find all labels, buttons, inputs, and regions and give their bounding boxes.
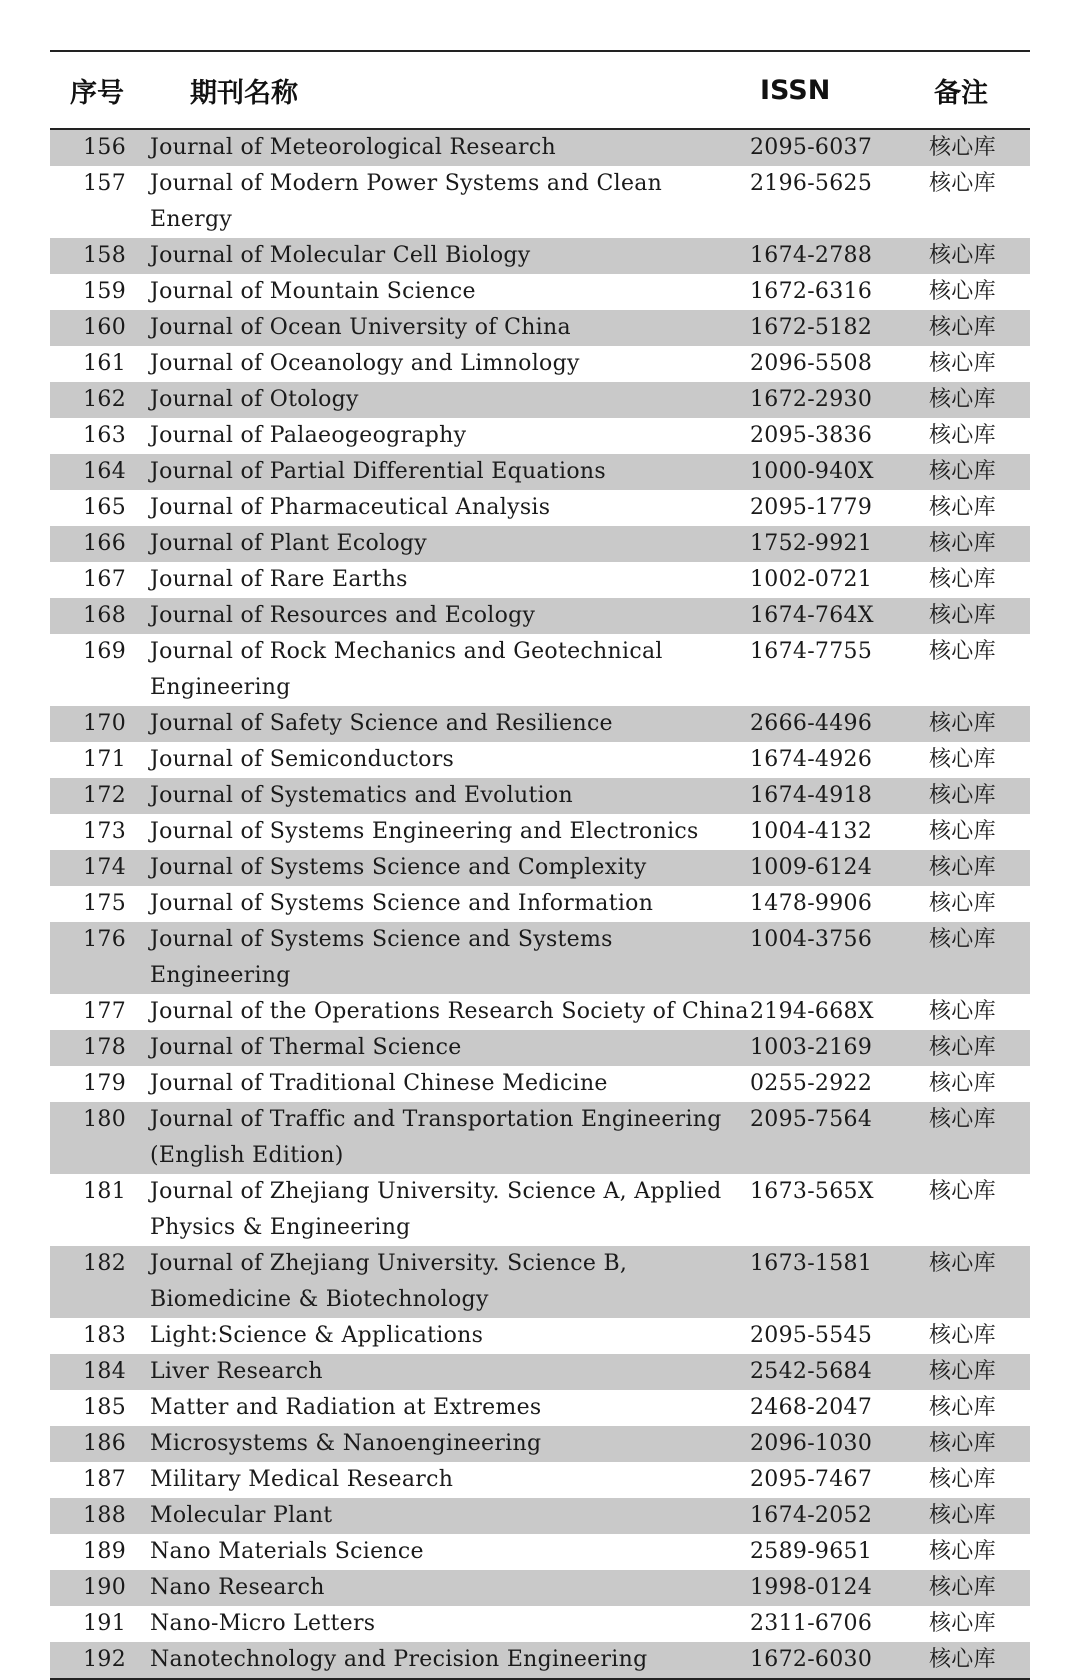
row-note: 核心库 xyxy=(929,927,996,952)
row-no: 190 xyxy=(83,1575,126,1600)
table-row xyxy=(50,274,1030,310)
table-row xyxy=(50,634,1030,706)
row-name: Liver Research xyxy=(150,1359,323,1384)
table-row xyxy=(50,742,1030,778)
table-row xyxy=(50,1318,1030,1354)
row-no: 168 xyxy=(83,603,126,628)
row-note: 核心库 xyxy=(929,531,996,556)
row-no: 177 xyxy=(83,999,126,1024)
row-note: 核心库 xyxy=(929,1611,996,1636)
row-note: 核心库 xyxy=(929,711,996,736)
row-note: 核心库 xyxy=(929,1575,996,1600)
row-name: Journal of Zhejiang University. Science B, Biomedicine & Biotechnology xyxy=(150,1251,628,1312)
row-no: 178 xyxy=(83,1035,126,1060)
row-name: Journal of Plant Ecology xyxy=(150,531,428,556)
table-row xyxy=(50,994,1030,1030)
row-issn: 2096-5508 xyxy=(750,351,873,376)
table-row xyxy=(50,382,1030,418)
table-row xyxy=(50,1102,1030,1174)
row-name: Journal of Molecular Cell Biology xyxy=(150,243,531,268)
table-body xyxy=(50,130,1030,1680)
row-issn: 1009-6124 xyxy=(750,855,873,880)
row-name: Journal of Meteorological Research xyxy=(150,135,556,160)
row-note: 核心库 xyxy=(929,1359,996,1384)
table-row xyxy=(50,562,1030,598)
row-no: 189 xyxy=(83,1539,126,1564)
table-row xyxy=(50,454,1030,490)
row-no: 170 xyxy=(83,711,126,736)
table-row xyxy=(50,1246,1030,1318)
row-name: Journal of Thermal Science xyxy=(150,1035,462,1060)
row-issn: 2096-1030 xyxy=(750,1431,873,1456)
row-issn: 2311-6706 xyxy=(750,1611,873,1636)
row-name: Journal of Systematics and Evolution xyxy=(150,783,573,808)
table-row xyxy=(50,814,1030,850)
row-name: Journal of Systems Science and Systems Engineering xyxy=(150,927,613,988)
row-note: 核心库 xyxy=(929,495,996,520)
row-note: 核心库 xyxy=(929,459,996,484)
table-header xyxy=(50,52,1030,130)
row-issn: 1674-4918 xyxy=(750,783,873,808)
row-issn: 1004-4132 xyxy=(750,819,873,844)
row-issn: 2095-7564 xyxy=(750,1107,873,1132)
row-note: 核心库 xyxy=(929,999,996,1024)
row-issn: 1672-5182 xyxy=(750,315,873,340)
row-name: Journal of Mountain Science xyxy=(150,279,476,304)
row-no: 167 xyxy=(83,567,126,592)
row-no: 169 xyxy=(83,639,126,664)
row-issn: 1673-1581 xyxy=(750,1251,873,1276)
row-name: Journal of Rock Mechanics and Geotechnical Engineering xyxy=(150,639,663,700)
row-name: Journal of Traditional Chinese Medicine xyxy=(150,1071,608,1096)
row-no: 171 xyxy=(83,747,126,772)
row-no: 184 xyxy=(83,1359,126,1384)
row-name: Journal of Oceanology and Limnology xyxy=(150,351,580,376)
table-row xyxy=(50,1174,1030,1246)
row-name: Journal of Zhejiang University. Science A, Applied Physics & Engineering xyxy=(150,1179,722,1240)
row-note: 核心库 xyxy=(929,279,996,304)
row-note: 核心库 xyxy=(929,1107,996,1132)
row-name: Journal of Resources and Ecology xyxy=(150,603,536,628)
row-issn: 1672-6316 xyxy=(750,279,873,304)
table-row xyxy=(50,1354,1030,1390)
journal-table xyxy=(50,50,1030,1680)
row-issn: 1000-940X xyxy=(750,459,874,484)
row-no: 187 xyxy=(83,1467,126,1492)
row-issn: 2542-5684 xyxy=(750,1359,873,1384)
row-note: 核心库 xyxy=(929,783,996,808)
row-name: Microsystems & Nanoengineering xyxy=(150,1431,542,1456)
row-note: 核心库 xyxy=(929,1071,996,1096)
row-issn: 0255-2922 xyxy=(750,1071,873,1096)
row-name: Nano-Micro Letters xyxy=(150,1611,376,1636)
row-no: 179 xyxy=(83,1071,126,1096)
row-no: 166 xyxy=(83,531,126,556)
table-row xyxy=(50,310,1030,346)
table-row xyxy=(50,1066,1030,1102)
row-note: 核心库 xyxy=(929,1035,996,1060)
table-row xyxy=(50,1462,1030,1498)
row-note: 核心库 xyxy=(929,855,996,880)
row-no: 188 xyxy=(83,1503,126,1528)
row-no: 172 xyxy=(83,783,126,808)
row-name: Nano Materials Science xyxy=(150,1539,424,1564)
row-note: 核心库 xyxy=(929,171,996,196)
row-issn: 1478-9906 xyxy=(750,891,873,916)
row-name: Journal of Systems Science and Information xyxy=(150,891,654,916)
row-note: 核心库 xyxy=(929,1647,996,1672)
row-no: 158 xyxy=(83,243,126,268)
table-row xyxy=(50,238,1030,274)
row-issn: 1998-0124 xyxy=(750,1575,873,1600)
row-note: 核心库 xyxy=(929,1503,996,1528)
table-row xyxy=(50,346,1030,382)
header-issn: ISSN xyxy=(760,74,831,106)
table-row xyxy=(50,598,1030,634)
row-issn: 2196-5625 xyxy=(750,171,873,196)
header-no: 序号 xyxy=(70,77,124,109)
row-issn: 2095-6037 xyxy=(750,135,873,160)
row-no: 162 xyxy=(83,387,126,412)
row-no: 186 xyxy=(83,1431,126,1456)
row-issn: 1673-565X xyxy=(750,1179,874,1204)
row-name: Journal of Pharmaceutical Analysis xyxy=(150,495,551,520)
row-name: Journal of Partial Differential Equations xyxy=(150,459,606,484)
row-no: 176 xyxy=(83,927,126,952)
row-issn: 1003-2169 xyxy=(750,1035,873,1060)
row-no: 183 xyxy=(83,1323,126,1348)
row-note: 核心库 xyxy=(929,1467,996,1492)
header-name: 期刊名称 xyxy=(190,77,298,109)
table-row xyxy=(50,922,1030,994)
table-row xyxy=(50,1498,1030,1534)
row-issn: 1674-764X xyxy=(750,603,874,628)
row-name: Journal of Systems Science and Complexity xyxy=(150,855,647,880)
row-name: Journal of Palaeogeography xyxy=(150,423,467,448)
row-name: Matter and Radiation at Extremes xyxy=(150,1395,542,1420)
row-no: 192 xyxy=(83,1647,126,1672)
row-name: Journal of Otology xyxy=(150,387,359,412)
row-no: 182 xyxy=(83,1251,126,1276)
row-note: 核心库 xyxy=(929,747,996,772)
row-note: 核心库 xyxy=(929,819,996,844)
row-note: 核心库 xyxy=(929,1539,996,1564)
row-no: 156 xyxy=(83,135,126,160)
row-no: 174 xyxy=(83,855,126,880)
row-note: 核心库 xyxy=(929,567,996,592)
table-row xyxy=(50,1390,1030,1426)
row-issn: 2095-1779 xyxy=(750,495,873,520)
row-note: 核心库 xyxy=(929,1323,996,1348)
row-note: 核心库 xyxy=(929,1251,996,1276)
row-name: Journal of Modern Power Systems and Clean Energy xyxy=(150,171,663,232)
table-row xyxy=(50,706,1030,742)
row-no: 175 xyxy=(83,891,126,916)
row-name: Military Medical Research xyxy=(150,1467,454,1492)
row-issn: 2589-9651 xyxy=(750,1539,873,1564)
table-row xyxy=(50,490,1030,526)
row-issn: 1752-9921 xyxy=(750,531,873,556)
row-name: Journal of Rare Earths xyxy=(150,567,408,592)
row-issn: 1672-2930 xyxy=(750,387,873,412)
row-name: Journal of Semiconductors xyxy=(150,747,455,772)
row-issn: 2468-2047 xyxy=(750,1395,873,1420)
table-row xyxy=(50,1606,1030,1642)
table-row xyxy=(50,778,1030,814)
row-name: Journal of Safety Science and Resilience xyxy=(150,711,613,736)
row-no: 173 xyxy=(83,819,126,844)
row-name: Journal of Systems Engineering and Electronics xyxy=(150,819,699,844)
row-issn: 2095-7467 xyxy=(750,1467,873,1492)
row-note: 核心库 xyxy=(929,1431,996,1456)
row-name: Journal of Ocean University of China xyxy=(150,315,571,340)
row-issn: 1674-2052 xyxy=(750,1503,873,1528)
row-note: 核心库 xyxy=(929,1179,996,1204)
row-note: 核心库 xyxy=(929,135,996,160)
row-note: 核心库 xyxy=(929,315,996,340)
table-row xyxy=(50,1642,1030,1678)
row-note: 核心库 xyxy=(929,387,996,412)
row-note: 核心库 xyxy=(929,351,996,376)
row-name: Light:Science & Applications xyxy=(150,1323,484,1348)
row-name: Journal of the Operations Research Society of China xyxy=(150,999,749,1024)
row-no: 191 xyxy=(83,1611,126,1636)
row-no: 163 xyxy=(83,423,126,448)
table-row xyxy=(50,526,1030,562)
table-row xyxy=(50,130,1030,166)
row-issn: 1674-4926 xyxy=(750,747,873,772)
row-no: 159 xyxy=(83,279,126,304)
row-issn: 1002-0721 xyxy=(750,567,873,592)
row-note: 核心库 xyxy=(929,891,996,916)
row-issn: 1672-6030 xyxy=(750,1647,873,1672)
table-row xyxy=(50,418,1030,454)
row-name: Nano Research xyxy=(150,1575,325,1600)
row-issn: 2194-668X xyxy=(750,999,874,1024)
row-issn: 1674-2788 xyxy=(750,243,873,268)
table-row xyxy=(50,850,1030,886)
row-issn: 2095-3836 xyxy=(750,423,873,448)
row-no: 165 xyxy=(83,495,126,520)
row-name: Nanotechnology and Precision Engineering xyxy=(150,1647,648,1672)
row-note: 核心库 xyxy=(929,1395,996,1420)
row-no: 161 xyxy=(83,351,126,376)
table-row xyxy=(50,1570,1030,1606)
table-row xyxy=(50,1030,1030,1066)
row-no: 157 xyxy=(83,171,126,196)
row-name: Molecular Plant xyxy=(150,1503,333,1528)
header-note: 备注 xyxy=(934,77,988,109)
row-no: 181 xyxy=(83,1179,126,1204)
row-no: 160 xyxy=(83,315,126,340)
table-row xyxy=(50,1426,1030,1462)
row-note: 核心库 xyxy=(929,603,996,628)
table-row xyxy=(50,1534,1030,1570)
row-issn: 1004-3756 xyxy=(750,927,873,952)
row-no: 164 xyxy=(83,459,126,484)
row-issn: 2095-5545 xyxy=(750,1323,873,1348)
row-note: 核心库 xyxy=(929,423,996,448)
table-row xyxy=(50,886,1030,922)
row-name: Journal of Traffic and Transportation Engineering (English Edition) xyxy=(150,1107,722,1168)
row-no: 180 xyxy=(83,1107,126,1132)
row-no: 185 xyxy=(83,1395,126,1420)
row-note: 核心库 xyxy=(929,243,996,268)
row-note: 核心库 xyxy=(929,639,996,664)
table-row xyxy=(50,166,1030,238)
row-issn: 2666-4496 xyxy=(750,711,873,736)
row-issn: 1674-7755 xyxy=(750,639,873,664)
